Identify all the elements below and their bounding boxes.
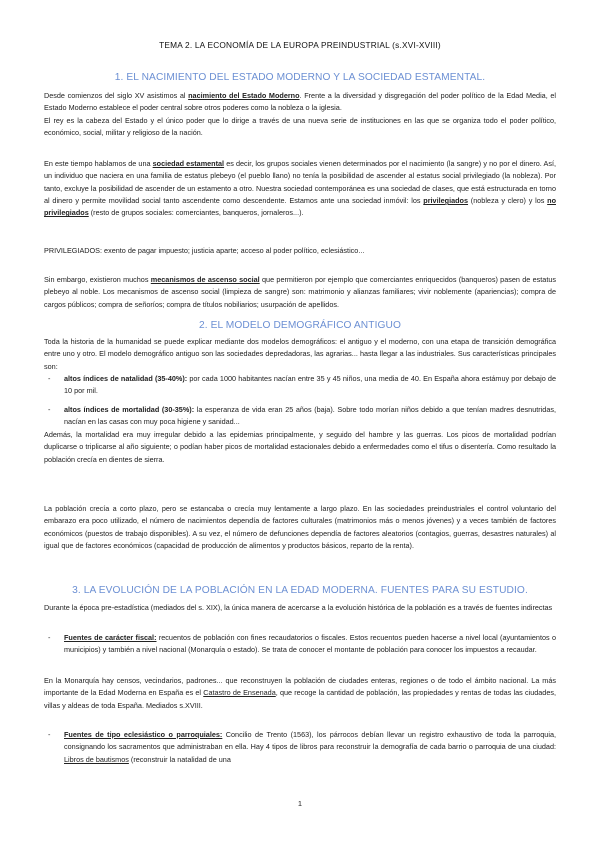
section-1-paragraph-2: El rey es la cabeza del Estado y el único poder que lo dirige a través de una nueva serie de instituciones en las que se organiza todo el poder político, económico, social, militar y religioso de la nación. bbox=[44, 116, 556, 138]
emphasis-mortalidad: altos índices de mortalidad (30-35%): bbox=[64, 405, 195, 414]
section-3-list-item-2 bbox=[48, 729, 556, 766]
text-run: por cada 1000 habitantes nacían entre 35 y 45 niños, una media de 40. En España ahora estámuy por debajo de 10 por mil. bbox=[64, 374, 556, 396]
list-dash: - bbox=[48, 730, 51, 739]
text-run: Desde comienzos del siglo XV asistimos al bbox=[44, 91, 189, 100]
emphasis-fuentes-fiscal: Fuentes de carácter fiscal: bbox=[64, 633, 157, 642]
section-3-paragraph-1: Durante la época pre-estadística (mediados del s. XIX), la única manera de acercarse a la evolución histórica de la población es a través de fuentes indirectas bbox=[44, 603, 553, 612]
section-1-paragraph-1 bbox=[44, 90, 556, 115]
text-run: Sin embargo, existieron muchos bbox=[44, 275, 151, 284]
text-run: (resto de grupos sociales: comerciantes, banqueros, jornaleros...). bbox=[88, 208, 304, 218]
emphasis-natalidad: altos índices de natalidad (35-40%): bbox=[64, 374, 188, 383]
page-number: 1 bbox=[297, 799, 303, 808]
emphasis-fuentes-eclesiastico: Fuentes de tipo eclesiástico o parroquiales: bbox=[64, 730, 223, 739]
section-2-paragraph-3: La población crecía a corto plazo, pero se estancaba o crecía muy lentamente a largo plazo. En las sociedades preindustriales el control voluntario del embarazo era poco utilizado, el número de nacimientos dependía de factores culturales (matrimonios más o menos jóvenes) y a veces también de factores económicos (puestos de trabajo disponibles). A su vez, el número de defunciones dependía de factores aleatorios (contagios, guerras, desastres naturales) al igual que de factores económicos (capacidad de producción de alimentos y productos básicos, reparto de la renta). bbox=[44, 504, 556, 551]
emphasis-libros-bautismos: Libros de bautismos bbox=[64, 754, 129, 764]
list-dash: - bbox=[48, 405, 51, 414]
list-dash: - bbox=[48, 633, 51, 642]
text-run: recuentos de población con fines recaudatorios o fiscales. Estos recuentos pueden hacerse a nivel local (ayuntamientos o municipios) y también a nivel nacional (Monarquía o estado). Se trata de conocer el montante de población para conocer los impuestos a recaudar. bbox=[64, 633, 556, 655]
section-1-paragraph-4: PRIVILEGIADOS: exento de pagar impuesto; justicia aparte; acceso al poder político, eclesiástico... bbox=[44, 246, 365, 255]
section-3-paragraph-2 bbox=[44, 675, 556, 712]
text-run: En la Monarquía hay censos, vecindarios, padrones... que reconstruyen la población de ciudades enteras, regiones o de todo el ámbito nacional. La más importante de la Edad Moderna en España es el bbox=[44, 676, 556, 698]
text-run: Concilio de Trento (1563), los párrocos debían llevar un registro exhaustivo de toda la parroquia, consignando los sacramentos que administraban en ella. Hay 4 tipos de libros para reconstruir la demografía de cada barrio o parroquia de una ciudad: bbox=[64, 730, 556, 752]
section-1-paragraph-5 bbox=[44, 274, 556, 311]
emphasis-no-privilegiados: no privilegiados bbox=[44, 196, 556, 218]
emphasis-mecanismos-ascenso: mecanismos de ascenso social bbox=[150, 275, 260, 284]
section-3-heading: 3. LA EVOLUCIÓN DE LA POBLACIÓN EN LA EDAD MODERNA. FUENTES PARA SU ESTUDIO. bbox=[72, 585, 528, 596]
text-run: es decir, los grupos sociales vienen determinados por el nacimiento (la sangre) y no por el dinero. Así, un individuo que naciera en una familia de estatus plebeyo (el pueblo llano) no tenía la posibilidad de ascender al estatus social privilegiado (la nobleza). Por tanto, excluye la posibilidad de ascender de un estamento a otro. Nuestra sociedad contemporánea es una sociedad de clases, que está estructurada en torno al dinero y permite movilidad social tanto ascendente como descendente. Estamos ante una sociedad inmóvil: los bbox=[44, 159, 556, 206]
text-run: En este tiempo hablamos de una bbox=[44, 159, 153, 168]
section-2-list-item-2 bbox=[48, 404, 556, 429]
emphasis-nacimiento-estado-moderno: nacimiento del Estado Moderno bbox=[188, 91, 300, 100]
section-3-list-item-1 bbox=[48, 632, 556, 657]
emphasis-catastro-ensenada: Catastro de Ensenada bbox=[203, 688, 276, 698]
emphasis-privilegiados: privilegiados bbox=[423, 196, 469, 206]
emphasis-sociedad-estamental: sociedad estamental bbox=[152, 159, 225, 168]
text-run: . Frente a la diversidad y disgregación del poder político de la Edad Media, el Estado Moderno establece el poder central sobre otros poderes como la nobleza o la iglesia. bbox=[44, 91, 556, 113]
list-dash: - bbox=[48, 374, 51, 383]
section-1-paragraph-3 bbox=[44, 158, 556, 220]
document-title: TEMA 2. LA ECONOMÍA DE LA EUROPA PREINDUSTRIAL (s.XVI-XVIII) bbox=[159, 40, 441, 50]
text-run: , que recoge la cantidad de población, las propiedades y rentas de todas las ciudades, villas y aldeas de toda España. Mediados s.XVIII. bbox=[44, 688, 556, 710]
text-run: la esperanza de vida eran 25 años (baja). Sobre todo morían niños debido a que tenían madres desnutridas, nacían en las casas con muy poca higiene y sanidad... bbox=[64, 405, 556, 427]
section-2-paragraph-2: Además, la mortalidad era muy irregular debido a las epidemias principalmente, y seguido del hambre y las guerras. Los picos de mortalidad podrían duplicarse o triplicarse al año siguiente; o podían haber picos de mortalidad estacionales debido a enfermedades como el tifus o disentería. Como resultado la población crecía en dientes de sierra. bbox=[44, 430, 556, 464]
section-1-heading: 1. EL NACIMIENTO DEL ESTADO MODERNO Y LA SOCIEDAD ESTAMENTAL. bbox=[114, 72, 486, 83]
section-2-list-item-1 bbox=[48, 373, 556, 398]
text-run: que permitieron por ejemplo que comerciantes enriquecidos (banqueros) pasen de estatus plebeyo al noble. Los mecanismos de ascenso social (limpieza de sangre) son: matrimonio y alianzas familiares; vivir noblemente (apariencias); compra de cargos públicos; compra de señoríos; compra de títulos nobiliarios; usurpación de apellidos. bbox=[44, 275, 557, 309]
text-run: (reconstruir la natalidad de una bbox=[128, 754, 231, 764]
section-2-paragraph-1: Toda la historia de la humanidad se puede explicar mediante dos modelos demográficos: el antiguo y el moderno, con una etapa de transición demográfica entre uno y otro. El modelo demográfico antiguo son las sociedades depredadoras, las agrarias... hasta llegar a las industriales. Sus características principales son: bbox=[44, 337, 556, 371]
section-2-heading: 2. EL MODELO DEMOGRÁFICO ANTIGUO bbox=[198, 320, 402, 331]
text-run: (nobleza y clero) y los bbox=[468, 196, 548, 206]
